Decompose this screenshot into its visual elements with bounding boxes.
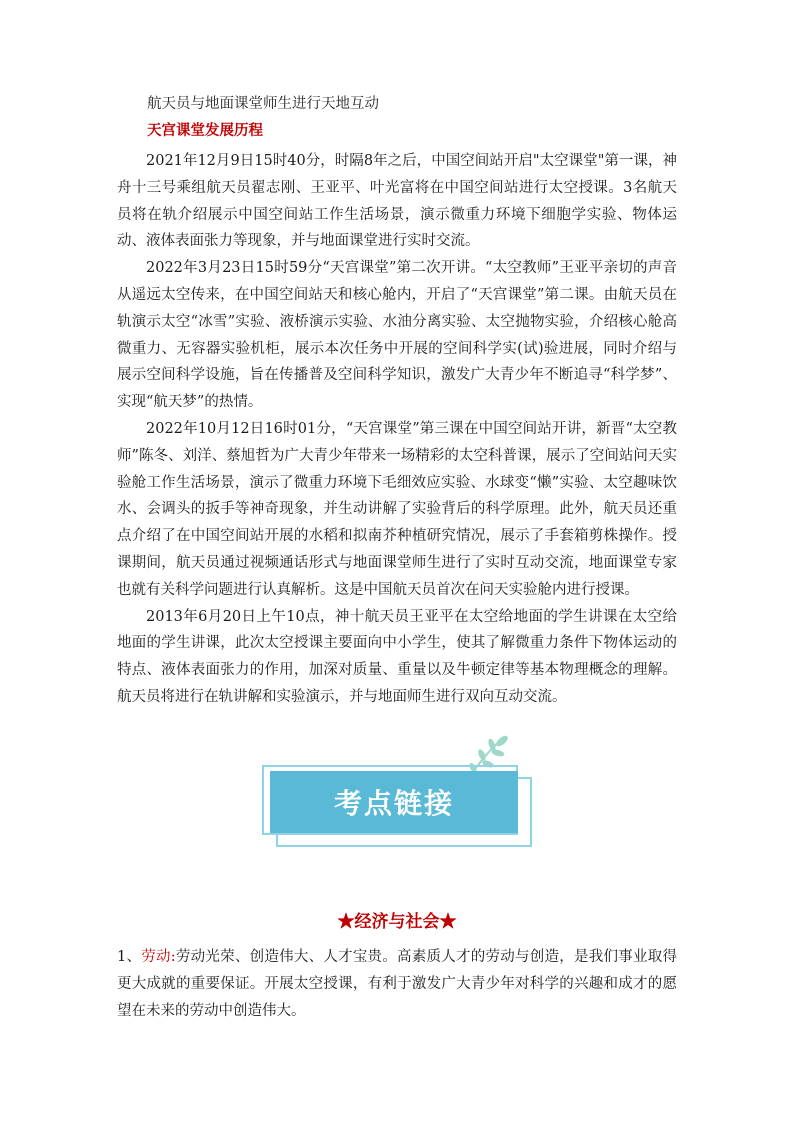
paragraph: 2022年3月23日15时59分“天宫课堂”第二次开讲。“太空教师”王亚平亲切的声音从遥远太空传来，在中国空间站天和核心舱内，开启了“天宫课堂”第二课。由航天员在轨演示太空“冰雪”实验、液桥演示实验、水油分离实验、太空抛物实验，介绍核心舱高微重力、无容器实验机柜，展示本次任务中开展的空间科学实(试)验进展，同时介绍与展示空间科学设施，旨在传播普及空间科学知识，激发广大青少年不断追寻“科学梦”、实现“航天梦”的热情。 <box>117 260 677 411</box>
econ-item-number: 1、 <box>117 949 142 965</box>
paragraph: 2022年10月12日16时01分，“天宫课堂”第三课在中国空间站开讲，新晋“太空教师”陈冬、刘洋、蔡旭哲为广大青少年带来一场精彩的太空科普课，展示了空间站问天实验舱工作生活场景，演示了微重力环境下毛细效应实验、水球变“懒”实验、太空趣味饮水、会调头的扳手等神奇现象，并生动讲解了实验背后的科学原理。此外，航天员还重点介绍了在中国空间站开展的水稻和拟南芥种植研究情况，展示了手套箱剪株操作。授课期间，航天员通过视频通话形式与地面课堂师生进行了实时互动交流，地面课堂专家也就有关科学问题进行认真解析。这是中国航天员首次在问天实验舱内进行授课。 <box>117 420 677 598</box>
banner-title: 考点链接 <box>333 787 454 820</box>
section-title: 天宫课堂发展历程 <box>147 122 263 139</box>
paragraph: 2021年12月9日15时40分，时隔8年之后，中国空间站开启"太空课堂"第一课，神舟十三号乘组航天员翟志刚、王亚平、叶光富将在中国空间站进行太空授课。3名航天员将在轨介绍展示中国空间站工作生活场景，演示微重力环境下细胞学实验、物体运动、液体表面张力等现象，并与地面课堂进行实时交流。 <box>117 153 677 250</box>
banner-fill <box>270 771 518 833</box>
econ-item <box>117 944 677 1024</box>
econ-item-text: 劳动光荣、创造伟大、人才宝贵。高素质人才的劳动与创造，是我们事业取得更大成就的重要保证。开展太空授课，有利于激发广大青少年对科学的兴趣和成才的愿望在未来的劳动中创造伟大。 <box>117 949 677 1019</box>
econ-section-title: ★经济与社会★ <box>337 912 457 932</box>
section-banner <box>262 733 532 848</box>
body-text <box>117 148 677 711</box>
image-caption: 航天员与地面课堂师生进行天地互动 <box>147 96 379 112</box>
econ-item-label: 劳动: <box>141 949 176 965</box>
paragraph: 2013年6月20日上午10点，神十航天员王亚平在太空给地面的学生讲课在太空给地面的学生讲课，此次太空授课主要面向中小学生，使其了解微重力条件下物体运动的特点、液体表面张力的作用，加深对质量、重量以及牛顿定律等基本物理概念的理解。航天员将进行在轨讲解和实验演示，并与地面师生进行双向互动交流。 <box>117 608 677 705</box>
